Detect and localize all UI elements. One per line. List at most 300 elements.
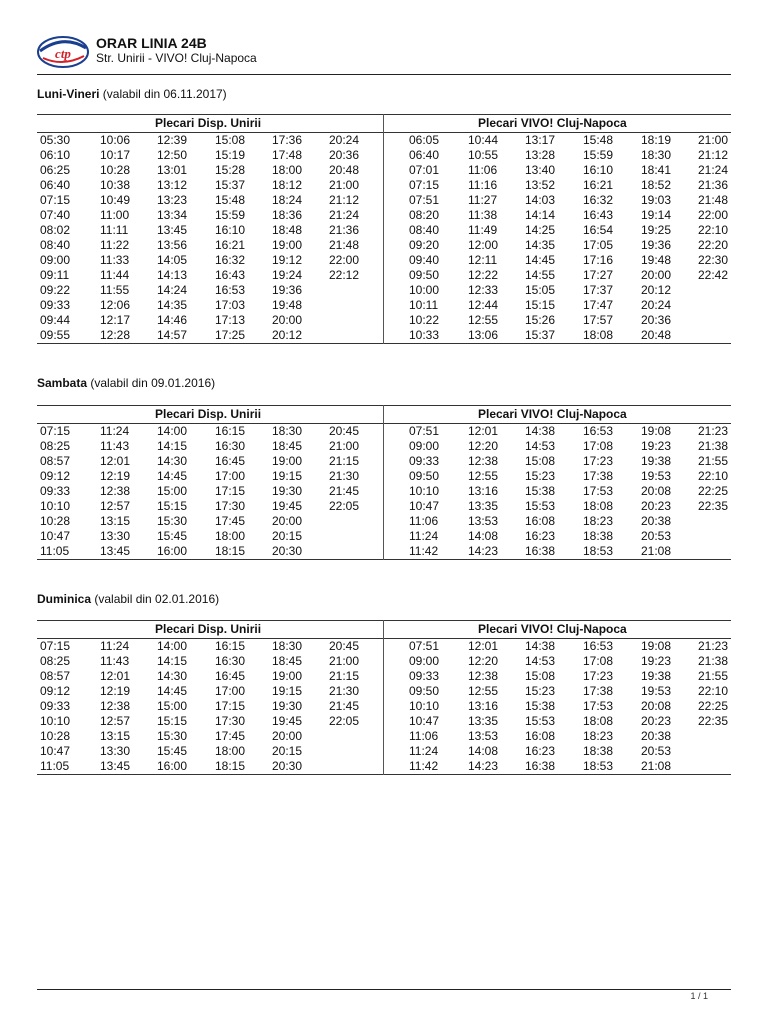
departure-time-vivo: 20:36 [641,313,672,327]
timetable-grid [37,114,731,344]
departure-time-vivo: 09:40 [409,253,440,267]
departure-time-vivo: 12:20 [468,439,499,453]
departure-time-unirii: 20:24 [329,133,360,147]
departure-time-unirii: 07:15 [40,424,71,438]
departure-time-unirii: 19:24 [272,268,303,282]
departure-time-unirii: 20:45 [329,639,360,653]
departure-time-vivo: 07:15 [409,178,440,192]
departure-time-unirii: 17:30 [215,499,246,513]
departure-time-vivo: 13:16 [468,699,499,713]
departure-time-vivo: 14:23 [468,759,499,773]
departure-time-vivo: 07:51 [409,424,440,438]
departure-time-unirii: 21:15 [329,454,360,468]
departure-time-vivo: 17:38 [583,469,614,483]
departure-time-vivo: 20:53 [641,744,672,758]
departure-time-vivo: 15:37 [525,328,556,342]
timetable-row [37,484,731,499]
timetable-bottom-rule [37,343,731,344]
departure-time-vivo: 18:30 [641,148,672,162]
departure-time-unirii: 12:01 [100,454,131,468]
departure-time-unirii: 07:40 [40,208,71,222]
departure-time-unirii: 13:30 [100,744,131,758]
timetable-header-row [37,620,731,639]
departure-time-vivo: 09:20 [409,238,440,252]
departure-time-vivo: 09:50 [409,469,440,483]
departure-time-vivo: 18:23 [583,514,614,528]
departure-time-vivo: 11:24 [409,744,439,758]
departure-time-unirii: 18:36 [272,208,303,222]
departure-time-vivo: 15:08 [525,669,556,683]
departure-time-vivo: 20:23 [641,714,672,728]
departure-time-vivo: 14:53 [525,654,556,668]
departure-time-vivo: 11:06 [409,514,439,528]
departure-time-unirii: 19:12 [272,253,303,267]
departure-time-unirii: 10:17 [100,148,131,162]
departure-time-vivo: 22:35 [698,499,729,513]
departure-time-vivo: 12:55 [468,469,499,483]
departure-time-unirii: 15:19 [215,148,246,162]
departure-time-vivo: 18:52 [641,178,672,192]
departure-time-vivo: 16:32 [583,193,614,207]
departure-time-vivo: 13:06 [468,328,499,342]
departure-time-vivo: 18:08 [583,499,614,513]
departure-time-unirii: 15:28 [215,163,246,177]
departure-time-vivo: 20:48 [641,328,672,342]
departure-time-vivo: 12:22 [468,268,499,282]
timetable-row [37,163,731,178]
departure-time-unirii: 16:53 [215,283,246,297]
departure-time-unirii: 14:24 [157,283,188,297]
departure-time-vivo: 13:35 [468,499,499,513]
timetable-row [37,729,731,744]
departure-time-vivo: 09:50 [409,268,440,282]
departure-time-vivo: 17:05 [583,238,614,252]
departure-time-unirii: 13:56 [157,238,188,252]
timetable-row [37,424,731,439]
departure-time-vivo: 21:55 [698,454,729,468]
departure-time-vivo: 12:20 [468,654,499,668]
departure-time-vivo: 14:55 [525,268,556,282]
departure-time-unirii: 13:15 [100,729,131,743]
departure-time-unirii: 05:30 [40,133,71,147]
departure-time-unirii: 11:24 [100,639,130,653]
departure-time-unirii: 14:35 [157,298,188,312]
departure-time-unirii: 10:28 [40,729,71,743]
departure-time-unirii: 15:48 [215,193,246,207]
departure-time-vivo: 10:44 [468,133,499,147]
departure-time-unirii: 14:57 [157,328,188,342]
departure-time-unirii: 14:45 [157,684,188,698]
departure-time-unirii: 21:45 [329,484,360,498]
departure-time-unirii: 15:59 [215,208,246,222]
departure-time-unirii: 19:00 [272,238,303,252]
departure-time-vivo: 20:08 [641,484,672,498]
timetable-row [37,298,731,313]
departure-time-unirii: 16:10 [215,223,246,237]
departure-time-vivo: 19:08 [641,424,672,438]
departure-time-vivo: 10:10 [409,484,440,498]
departure-time-unirii: 21:30 [329,684,360,698]
departure-time-unirii: 10:10 [40,714,71,728]
timetable-bottom-rule [37,774,731,775]
departure-time-vivo: 10:11 [409,298,439,312]
departure-time-unirii: 21:00 [329,439,360,453]
departure-time-unirii: 20:15 [272,744,303,758]
departure-time-vivo: 14:14 [525,208,556,222]
departure-time-vivo: 10:55 [468,148,499,162]
timetable-row [37,313,731,328]
departure-time-vivo: 13:28 [525,148,556,162]
timetable-row [37,328,731,343]
departure-time-unirii: 10:10 [40,499,71,513]
ctp-logo [37,36,89,68]
departure-time-vivo: 08:20 [409,208,440,222]
departure-time-vivo: 17:57 [583,313,614,327]
departure-time-vivo: 16:53 [583,639,614,653]
timetable-grid [37,405,731,560]
departure-time-unirii: 07:15 [40,639,71,653]
departure-time-unirii: 14:30 [157,454,188,468]
departure-time-vivo: 20:38 [641,514,672,528]
timetable-row [37,684,731,699]
departure-time-vivo: 16:21 [583,178,614,192]
departure-time-unirii: 12:39 [157,133,188,147]
departure-time-vivo: 14:38 [525,639,556,653]
timetable-row [37,283,731,298]
departure-time-vivo: 14:45 [525,253,556,267]
section-title-saturday: Sambata (valabil din 09.01.2016) [37,376,216,390]
departure-time-unirii: 11:33 [100,253,130,267]
departure-time-unirii: 19:48 [272,298,303,312]
departure-time-vivo: 14:03 [525,193,556,207]
departure-time-unirii: 19:15 [272,684,303,698]
departure-time-vivo: 18:53 [583,759,614,773]
departure-time-unirii: 11:11 [100,223,129,237]
departure-time-unirii: 20:00 [272,729,303,743]
departure-time-unirii: 12:57 [100,499,131,513]
departure-time-vivo: 19:38 [641,669,672,683]
departure-time-vivo: 19:08 [641,639,672,653]
timetable-row [37,699,731,714]
departure-time-vivo: 21:24 [698,163,729,177]
departure-time-vivo: 18:41 [641,163,672,177]
right-column-header: Plecari VIVO! Cluj-Napoca [478,622,627,636]
departure-time-unirii: 15:30 [157,514,188,528]
departure-time-vivo: 12:01 [468,639,499,653]
departure-time-unirii: 11:55 [100,283,130,297]
departure-time-vivo: 20:53 [641,529,672,543]
left-column-header: Plecari Disp. Unirii [155,116,262,130]
departure-time-vivo: 21:23 [698,424,729,438]
departure-time-unirii: 08:02 [40,223,71,237]
timetable-row [37,654,731,669]
departure-time-unirii: 06:25 [40,163,71,177]
departure-time-vivo: 20:00 [641,268,672,282]
footer-divider [37,989,731,990]
departure-time-vivo: 19:23 [641,439,672,453]
departure-time-unirii: 17:00 [215,684,246,698]
departure-time-unirii: 19:36 [272,283,303,297]
timetable-row [37,529,731,544]
departure-time-vivo: 15:08 [525,454,556,468]
departure-time-unirii: 20:36 [329,148,360,162]
departure-time-vivo: 21:48 [698,193,729,207]
departure-time-unirii: 16:21 [215,238,246,252]
departure-time-unirii: 19:45 [272,499,303,513]
departure-time-unirii: 07:15 [40,193,71,207]
departure-time-vivo: 11:42 [409,544,439,558]
departure-time-unirii: 18:15 [215,544,246,558]
departure-time-unirii: 21:48 [329,238,360,252]
departure-time-unirii: 14:15 [157,439,188,453]
departure-time-unirii: 17:48 [272,148,303,162]
departure-time-vivo: 19:23 [641,654,672,668]
departure-time-unirii: 16:00 [157,544,188,558]
departure-time-vivo: 20:12 [641,283,672,297]
departure-time-vivo: 12:11 [468,253,498,267]
departure-time-vivo: 13:16 [468,484,499,498]
logo-text: ctp [55,46,71,61]
departure-time-vivo: 10:10 [409,699,440,713]
departure-time-vivo: 10:47 [409,499,440,513]
timetable-row [37,439,731,454]
departure-time-unirii: 13:34 [157,208,188,222]
departure-time-vivo: 17:16 [583,253,614,267]
departure-time-vivo: 16:08 [525,729,556,743]
timetable-sunday [37,620,731,775]
departure-time-vivo: 21:36 [698,178,729,192]
departure-time-vivo: 15:38 [525,484,556,498]
departure-time-vivo: 13:53 [468,514,499,528]
departure-time-unirii: 19:00 [272,454,303,468]
departure-time-vivo: 20:38 [641,729,672,743]
departure-time-vivo: 22:20 [698,238,729,252]
departure-time-unirii: 17:30 [215,714,246,728]
departure-time-unirii: 16:00 [157,759,188,773]
departure-time-unirii: 11:24 [100,424,130,438]
departure-time-unirii: 18:48 [272,223,303,237]
departure-time-unirii: 21:36 [329,223,360,237]
departure-time-vivo: 20:24 [641,298,672,312]
departure-time-vivo: 19:25 [641,223,672,237]
timetable-row [37,133,731,148]
departure-time-unirii: 17:36 [272,133,303,147]
departure-time-vivo: 12:01 [468,424,499,438]
departure-time-vivo: 22:30 [698,253,729,267]
departure-time-vivo: 14:08 [468,529,499,543]
departure-time-unirii: 14:46 [157,313,188,327]
timetable-header-row [37,114,731,133]
section-title-sunday: Duminica (valabil din 02.01.2016) [37,592,220,606]
departure-time-vivo: 15:48 [583,133,614,147]
timetable-bottom-rule [37,559,731,560]
departure-time-vivo: 11:42 [409,759,439,773]
departure-time-vivo: 21:23 [698,639,729,653]
departure-time-vivo: 14:53 [525,439,556,453]
departure-time-vivo: 14:08 [468,744,499,758]
timetable-row [37,268,731,283]
departure-time-unirii: 21:00 [329,178,360,192]
departure-time-vivo: 12:55 [468,313,499,327]
departure-time-vivo: 17:53 [583,699,614,713]
departure-time-vivo: 21:08 [641,759,672,773]
timetable-saturday [37,405,731,560]
departure-time-unirii: 13:30 [100,529,131,543]
departure-time-vivo: 19:14 [641,208,672,222]
departure-time-unirii: 15:15 [157,714,188,728]
departure-time-vivo: 22:42 [698,268,729,282]
departure-time-unirii: 11:43 [100,654,130,668]
departure-time-unirii: 12:38 [100,699,131,713]
departure-time-unirii: 15:15 [157,499,188,513]
departure-time-unirii: 10:49 [100,193,131,207]
departure-time-unirii: 10:06 [100,133,131,147]
departure-time-vivo: 14:25 [525,223,556,237]
departure-time-vivo: 21:12 [698,148,729,162]
departure-time-unirii: 18:00 [215,744,246,758]
timetable-weekday [37,114,731,344]
timetable-header-row [37,405,731,424]
departure-time-unirii: 18:30 [272,639,303,653]
departure-time-vivo: 11:06 [468,163,498,177]
departure-time-unirii: 13:01 [157,163,188,177]
departure-time-unirii: 09:11 [40,268,70,282]
departure-time-vivo: 07:51 [409,639,440,653]
departure-time-unirii: 06:10 [40,148,71,162]
departure-time-vivo: 22:00 [698,208,729,222]
departure-time-vivo: 12:00 [468,238,499,252]
departure-time-unirii: 19:15 [272,469,303,483]
departure-time-vivo: 13:53 [468,729,499,743]
departure-time-vivo: 17:38 [583,684,614,698]
timetable-row [37,469,731,484]
departure-time-unirii: 20:48 [329,163,360,177]
departure-time-vivo: 06:05 [409,133,440,147]
right-column-header: Plecari VIVO! Cluj-Napoca [478,116,627,130]
departure-time-vivo: 16:23 [525,744,556,758]
departure-time-unirii: 20:00 [272,514,303,528]
departure-time-unirii: 10:47 [40,744,71,758]
departure-time-unirii: 22:05 [329,499,360,513]
departure-time-unirii: 17:00 [215,469,246,483]
departure-time-unirii: 14:30 [157,669,188,683]
departure-time-vivo: 18:23 [583,729,614,743]
departure-time-vivo: 11:16 [468,178,498,192]
departure-time-unirii: 12:19 [100,469,131,483]
departure-time-unirii: 18:00 [272,163,303,177]
timetable-row [37,238,731,253]
departure-time-unirii: 13:45 [100,544,131,558]
column-divider [383,620,384,775]
timetable-row [37,759,731,774]
departure-time-unirii: 18:15 [215,759,246,773]
departure-time-unirii: 20:00 [272,313,303,327]
departure-time-unirii: 09:44 [40,313,71,327]
departure-time-unirii: 18:30 [272,424,303,438]
timetable-row [37,223,731,238]
departure-time-unirii: 11:05 [40,759,70,773]
page-title: ORAR LINIA 24B [96,35,207,51]
departure-time-vivo: 19:53 [641,684,672,698]
departure-time-unirii: 18:45 [272,439,303,453]
departure-time-unirii: 20:15 [272,529,303,543]
departure-time-unirii: 21:15 [329,669,360,683]
departure-time-unirii: 13:23 [157,193,188,207]
timetable-row [37,639,731,654]
departure-time-vivo: 11:38 [468,208,498,222]
departure-time-unirii: 09:33 [40,484,71,498]
departure-time-vivo: 17:08 [583,439,614,453]
departure-time-vivo: 16:43 [583,208,614,222]
departure-time-vivo: 13:35 [468,714,499,728]
departure-time-unirii: 09:22 [40,283,71,297]
departure-time-vivo: 14:35 [525,238,556,252]
departure-time-vivo: 12:38 [468,454,499,468]
departure-time-unirii: 17:45 [215,729,246,743]
departure-time-unirii: 21:30 [329,469,360,483]
departure-time-unirii: 12:01 [100,669,131,683]
departure-time-vivo: 15:23 [525,469,556,483]
departure-time-unirii: 22:00 [329,253,360,267]
column-divider [383,405,384,560]
departure-time-unirii: 10:28 [40,514,71,528]
departure-time-vivo: 19:53 [641,469,672,483]
departure-time-unirii: 15:30 [157,729,188,743]
timetable-row [37,208,731,223]
departure-time-unirii: 21:12 [329,193,360,207]
departure-time-vivo: 08:40 [409,223,440,237]
departure-time-vivo: 17:08 [583,654,614,668]
departure-time-unirii: 22:12 [329,268,360,282]
departure-time-vivo: 20:08 [641,699,672,713]
departure-time-vivo: 07:51 [409,193,440,207]
departure-time-unirii: 11:05 [40,544,70,558]
departure-time-unirii: 20:45 [329,424,360,438]
departure-time-vivo: 15:53 [525,499,556,513]
departure-time-vivo: 17:37 [583,283,614,297]
departure-time-unirii: 08:25 [40,439,71,453]
left-column-header: Plecari Disp. Unirii [155,622,262,636]
departure-time-unirii: 16:30 [215,439,246,453]
departure-time-unirii: 16:32 [215,253,246,267]
departure-time-unirii: 17:15 [215,699,246,713]
departure-time-unirii: 11:00 [100,208,130,222]
departure-time-unirii: 17:25 [215,328,246,342]
departure-time-unirii: 14:45 [157,469,188,483]
departure-time-vivo: 16:53 [583,424,614,438]
departure-time-unirii: 15:00 [157,484,188,498]
departure-time-unirii: 13:45 [157,223,188,237]
departure-time-vivo: 16:23 [525,529,556,543]
timetable-row [37,193,731,208]
right-column-header: Plecari VIVO! Cluj-Napoca [478,407,627,421]
departure-time-vivo: 10:22 [409,313,440,327]
departure-time-unirii: 14:05 [157,253,188,267]
departure-time-vivo: 10:33 [409,328,440,342]
departure-time-unirii: 12:17 [100,313,131,327]
departure-time-vivo: 10:47 [409,714,440,728]
departure-time-unirii: 20:30 [272,759,303,773]
departure-time-unirii: 19:00 [272,669,303,683]
departure-time-unirii: 12:28 [100,328,131,342]
departure-time-unirii: 21:24 [329,208,360,222]
departure-time-unirii: 12:57 [100,714,131,728]
timetable-row [37,499,731,514]
departure-time-unirii: 09:12 [40,684,71,698]
left-column-header: Plecari Disp. Unirii [155,407,262,421]
departure-time-unirii: 19:30 [272,699,303,713]
header-divider [37,74,731,75]
